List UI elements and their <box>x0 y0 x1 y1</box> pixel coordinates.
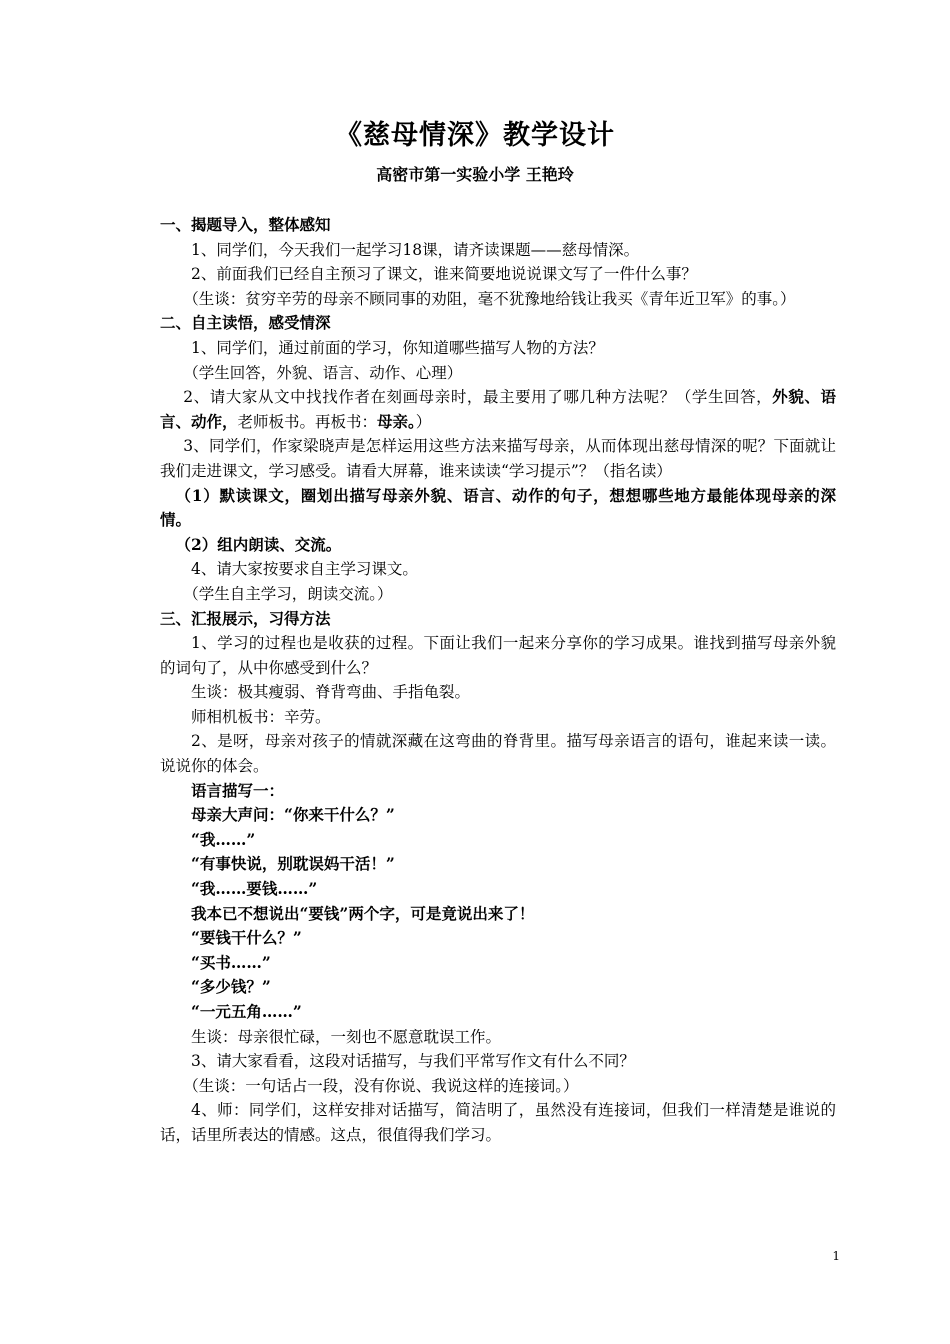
section-heading-2: 二、自主读悟，感受情深 <box>160 314 331 333</box>
paragraph: 2、前面我们已经自主预习了课文，谁来简要地说说课文写了一件什么事？ <box>191 265 697 284</box>
paragraph: 师相机板书：辛劳。 <box>191 707 331 726</box>
paragraph: 3、请大家看看，这段对话描写，与我们平常写作文有什么不同？ <box>191 1052 635 1071</box>
dialogue-line: “有事快说，别耽误妈干活！” <box>191 854 395 874</box>
text-run: ） <box>415 412 432 431</box>
page-number: 1 <box>832 1249 840 1263</box>
paragraph <box>160 385 836 434</box>
paragraph: 3、同学们，作家梁晓声是怎样运用这些方法来描写母亲，从而体现出慈母情深的呢？下面就让我们走进课文，学习感受。请看大屏幕，谁来读读“学习提示”？（指名读） <box>160 437 836 480</box>
paragraph: 生谈：极其瘦弱、脊背弯曲、手指龟裂。 <box>191 683 471 702</box>
dialogue-line: “我……要钱……” <box>191 879 318 899</box>
paragraph: 1、同学们，通过前面的学习，你知道哪些描写人物的方法？ <box>191 338 604 357</box>
document-body <box>160 213 836 1148</box>
paragraph: （生谈：贫穷辛劳的母亲不顾同事的劝阻，毫不犹豫地给钱让我买《青年近卫军》的事。） <box>183 289 796 308</box>
document-subtitle: 高密市第一实验小学 王艳玲 <box>376 165 574 184</box>
section-heading-1: 一、揭题导入，整体感知 <box>160 216 331 234</box>
paragraph: 1、学习的过程也是收获的过程。下面让我们一起来分享你的学习成果。谁找到描写母亲外貌的词句了，从中你感受到什么？ <box>160 634 836 677</box>
section-heading-3: 三、汇报展示，习得方法 <box>160 609 331 628</box>
dialogue-line: “一元五角……” <box>191 1002 302 1021</box>
paragraph: （学生回答，外貌、语言、动作、心理） <box>183 363 463 382</box>
text-run: 老师板书。再板书： <box>237 412 378 431</box>
text-run: 2、请大家从文中找找作者在刻画母亲时，最主要用了哪几种方法呢？（学生回答， <box>183 388 773 407</box>
emphasis-text: 母亲。 <box>377 412 416 431</box>
dialogue-line: “我……” <box>191 829 256 849</box>
dialogue-line: “买书……” <box>191 952 271 972</box>
paragraph: 2、是呀，母亲对孩子的情就深藏在这弯曲的脊背里。描写母亲语言的语句，谁起来读一读。说说你的体会。 <box>160 732 836 776</box>
document-title: 《慈母情深》教学设计 <box>335 120 615 151</box>
learning-tip-2: （2）组内朗读、交流。 <box>175 534 342 554</box>
dialogue-line: 母亲大声问：“你来干什么？” <box>191 805 395 825</box>
language-description-label: 语言描写一： <box>191 781 285 800</box>
paragraph: 生谈：母亲很忙碌，一刻也不愿意耽误工作。 <box>191 1027 502 1046</box>
dialogue-line: 我本已不想说出“要钱”两个字，可是竟说出来了！ <box>191 903 535 923</box>
dialogue-line: “多少钱？” <box>191 977 271 997</box>
emphasis-text: 外貌、语言、动作， <box>160 388 836 431</box>
paragraph: 4、请大家按要求自主学习课文。 <box>191 560 418 579</box>
learning-tip-1: （1）默读课文，圈划出描写母亲外貌、语言、动作的句子，想想哪些地方最能体现母亲的深情。 <box>160 485 836 530</box>
dialogue-line: “要钱干什么？” <box>191 928 302 948</box>
paragraph: （生谈：一句话占一段，没有你说、我说这样的连接词。） <box>183 1076 579 1095</box>
paragraph: （学生自主学习，朗读交流。） <box>183 584 393 603</box>
paragraph: 4、师：同学们，这样安排对话描写，简洁明了，虽然没有连接词，但我们一样清楚是谁说的话，话里所表达的情感。这点，很值得我们学习。 <box>160 1101 836 1144</box>
paragraph: 1、同学们，今天我们一起学习18课，请齐读课题——慈母情深。 <box>191 240 640 259</box>
